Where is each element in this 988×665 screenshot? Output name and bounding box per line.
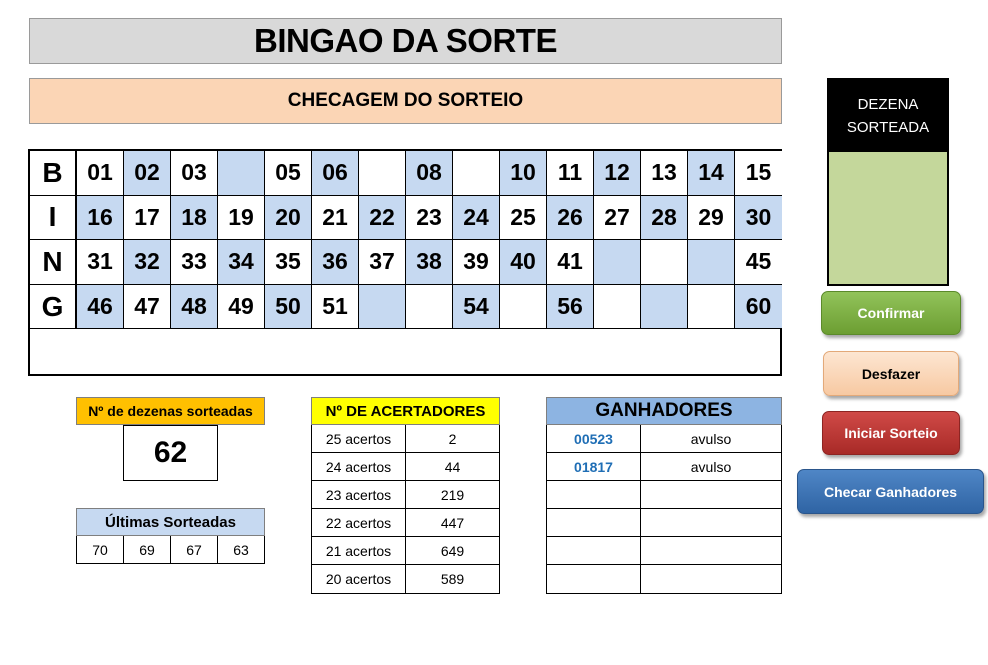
- winners-label: GANHADORES: [546, 397, 782, 425]
- board-cell[interactable]: 27: [594, 196, 641, 241]
- board-cell[interactable]: 10: [500, 151, 547, 196]
- board-cell[interactable]: 25: [500, 196, 547, 241]
- board-cell[interactable]: 18: [171, 196, 218, 241]
- table-row: [547, 481, 781, 509]
- page-subtitle: CHECAGEM DO SORTEIO: [29, 78, 782, 124]
- winner-code: [547, 509, 641, 536]
- hits-count: 589: [440, 571, 465, 587]
- board-cell[interactable]: 21: [312, 196, 359, 241]
- hits-label: 23 acertos: [312, 481, 406, 508]
- last-drawn-item: 69: [124, 536, 171, 563]
- board-cell[interactable]: 33: [171, 240, 218, 285]
- table-row: [312, 425, 499, 453]
- winner-code: [547, 537, 641, 564]
- last-drawn-item: 67: [171, 536, 218, 563]
- winner-code: [547, 481, 641, 508]
- board-cell[interactable]: 50: [265, 285, 312, 330]
- winner-type: avulso: [690, 458, 732, 475]
- check-winners-button[interactable]: Checar Ganhadores: [797, 469, 984, 514]
- hitters-table: [311, 425, 500, 594]
- board-cell[interactable]: 01: [77, 151, 124, 196]
- board-cell[interactable]: 14: [688, 151, 735, 196]
- board-cell[interactable]: 34: [218, 240, 265, 285]
- board-cell[interactable]: 47: [124, 285, 171, 330]
- confirm-button[interactable]: Confirmar: [821, 291, 961, 335]
- table-row: [312, 453, 499, 481]
- board-cell[interactable]: 12: [594, 151, 641, 196]
- board-cell[interactable]: 28: [641, 196, 688, 241]
- table-row: [547, 425, 781, 453]
- hits-count: 649: [440, 542, 465, 559]
- board-cell[interactable]: [641, 240, 688, 285]
- start-draw-button[interactable]: Iniciar Sorteio: [822, 411, 960, 455]
- board-cell[interactable]: 46: [77, 285, 124, 330]
- winner-type: [641, 481, 781, 508]
- board-cell[interactable]: [688, 285, 735, 330]
- drawn-number-panel: [827, 78, 949, 286]
- board-cell[interactable]: 06: [312, 151, 359, 196]
- board-cell[interactable]: 45: [735, 240, 782, 285]
- board-cell[interactable]: 32: [124, 240, 171, 285]
- last-drawn-item: 70: [77, 536, 124, 563]
- board-letter: B: [30, 151, 77, 196]
- table-row: [312, 509, 499, 537]
- board-cell[interactable]: 60: [735, 285, 782, 330]
- board-letter: N: [30, 240, 77, 285]
- winner-type: avulso: [690, 430, 732, 447]
- winner-type: [641, 565, 781, 593]
- board-cell[interactable]: [406, 285, 453, 330]
- drawn-number-value[interactable]: [829, 152, 947, 284]
- drawn-count-value: 62: [123, 425, 218, 481]
- winner-code: [547, 565, 641, 593]
- board-cell[interactable]: 19: [218, 196, 265, 241]
- board-cell[interactable]: [218, 151, 265, 196]
- hitters-label: Nº DE ACERTADORES: [311, 397, 500, 425]
- table-row: [312, 565, 499, 593]
- board-cell[interactable]: 31: [77, 240, 124, 285]
- board-letter: I: [30, 196, 77, 241]
- table-row: [547, 565, 781, 593]
- table-row: [312, 481, 499, 509]
- board-cell[interactable]: 48: [171, 285, 218, 330]
- board-cell[interactable]: 20: [265, 196, 312, 241]
- last-drawn-label: Últimas Sorteadas: [76, 508, 265, 536]
- board-cell[interactable]: [359, 151, 406, 196]
- board-cell[interactable]: 24: [453, 196, 500, 241]
- board-cell[interactable]: 51: [312, 285, 359, 330]
- board-cell[interactable]: 22: [359, 196, 406, 241]
- winner-type: [641, 537, 781, 564]
- board-cell[interactable]: 30: [735, 196, 782, 241]
- board-cell[interactable]: 41: [547, 240, 594, 285]
- hits-label: 22 acertos: [312, 509, 406, 536]
- board-cell[interactable]: 08: [406, 151, 453, 196]
- last-drawn-list: [76, 536, 265, 564]
- winner-code: 00523: [547, 425, 641, 452]
- board-cell[interactable]: 13: [641, 151, 688, 196]
- board-cell[interactable]: 49: [218, 285, 265, 330]
- winner-type: [641, 509, 781, 536]
- hits-count: 2: [448, 430, 457, 447]
- table-row: [547, 453, 781, 481]
- undo-button[interactable]: Desfazer: [823, 351, 959, 396]
- hits-label: 25 acertos: [312, 425, 406, 452]
- hits-label: 20 acertos: [312, 565, 406, 593]
- hits-label: 21 acertos: [312, 537, 406, 564]
- board-cell[interactable]: 05: [265, 151, 312, 196]
- board-cell[interactable]: 03: [171, 151, 218, 196]
- board-cell[interactable]: [641, 285, 688, 330]
- hits-label: 24 acertos: [312, 453, 406, 480]
- winner-code: 01817: [547, 453, 641, 480]
- board-cell[interactable]: 40: [500, 240, 547, 285]
- board-cell[interactable]: 38: [406, 240, 453, 285]
- app-title: BINGAO DA SORTE: [29, 18, 782, 64]
- board-cell[interactable]: 54: [453, 285, 500, 330]
- board-cell[interactable]: [594, 240, 641, 285]
- board-cell[interactable]: 29: [688, 196, 735, 241]
- board-cell[interactable]: 17: [124, 196, 171, 241]
- winners-table: [546, 425, 782, 594]
- board-cell[interactable]: 15: [735, 151, 782, 196]
- last-drawn-item: 63: [233, 541, 249, 558]
- board-cell[interactable]: [594, 285, 641, 330]
- drawn-count-label: Nº de dezenas sorteadas: [76, 397, 265, 425]
- board-cell[interactable]: 02: [124, 151, 171, 196]
- board-cell[interactable]: 37: [359, 240, 406, 285]
- bingo-board: [28, 149, 782, 376]
- board-cell[interactable]: 23: [406, 196, 453, 241]
- board-letter: G: [30, 285, 77, 330]
- board-cell[interactable]: 26: [547, 196, 594, 241]
- board-cell[interactable]: 56: [547, 285, 594, 330]
- hits-count: 219: [440, 486, 465, 503]
- board-cell[interactable]: [500, 285, 547, 330]
- board-cell[interactable]: 35: [265, 240, 312, 285]
- drawn-number-label: DEZENA SORTEADA: [829, 80, 947, 152]
- board-cell[interactable]: 11: [547, 151, 594, 196]
- hits-count: 44: [444, 458, 461, 475]
- board-cell[interactable]: [453, 151, 500, 196]
- board-cell[interactable]: [359, 285, 406, 330]
- table-row: [547, 509, 781, 537]
- table-row: [312, 537, 499, 565]
- board-cell[interactable]: [688, 240, 735, 285]
- table-row: [547, 537, 781, 565]
- board-cell[interactable]: 16: [77, 196, 124, 241]
- hits-count: 447: [440, 514, 465, 531]
- board-cell[interactable]: 36: [312, 240, 359, 285]
- board-cell[interactable]: 39: [453, 240, 500, 285]
